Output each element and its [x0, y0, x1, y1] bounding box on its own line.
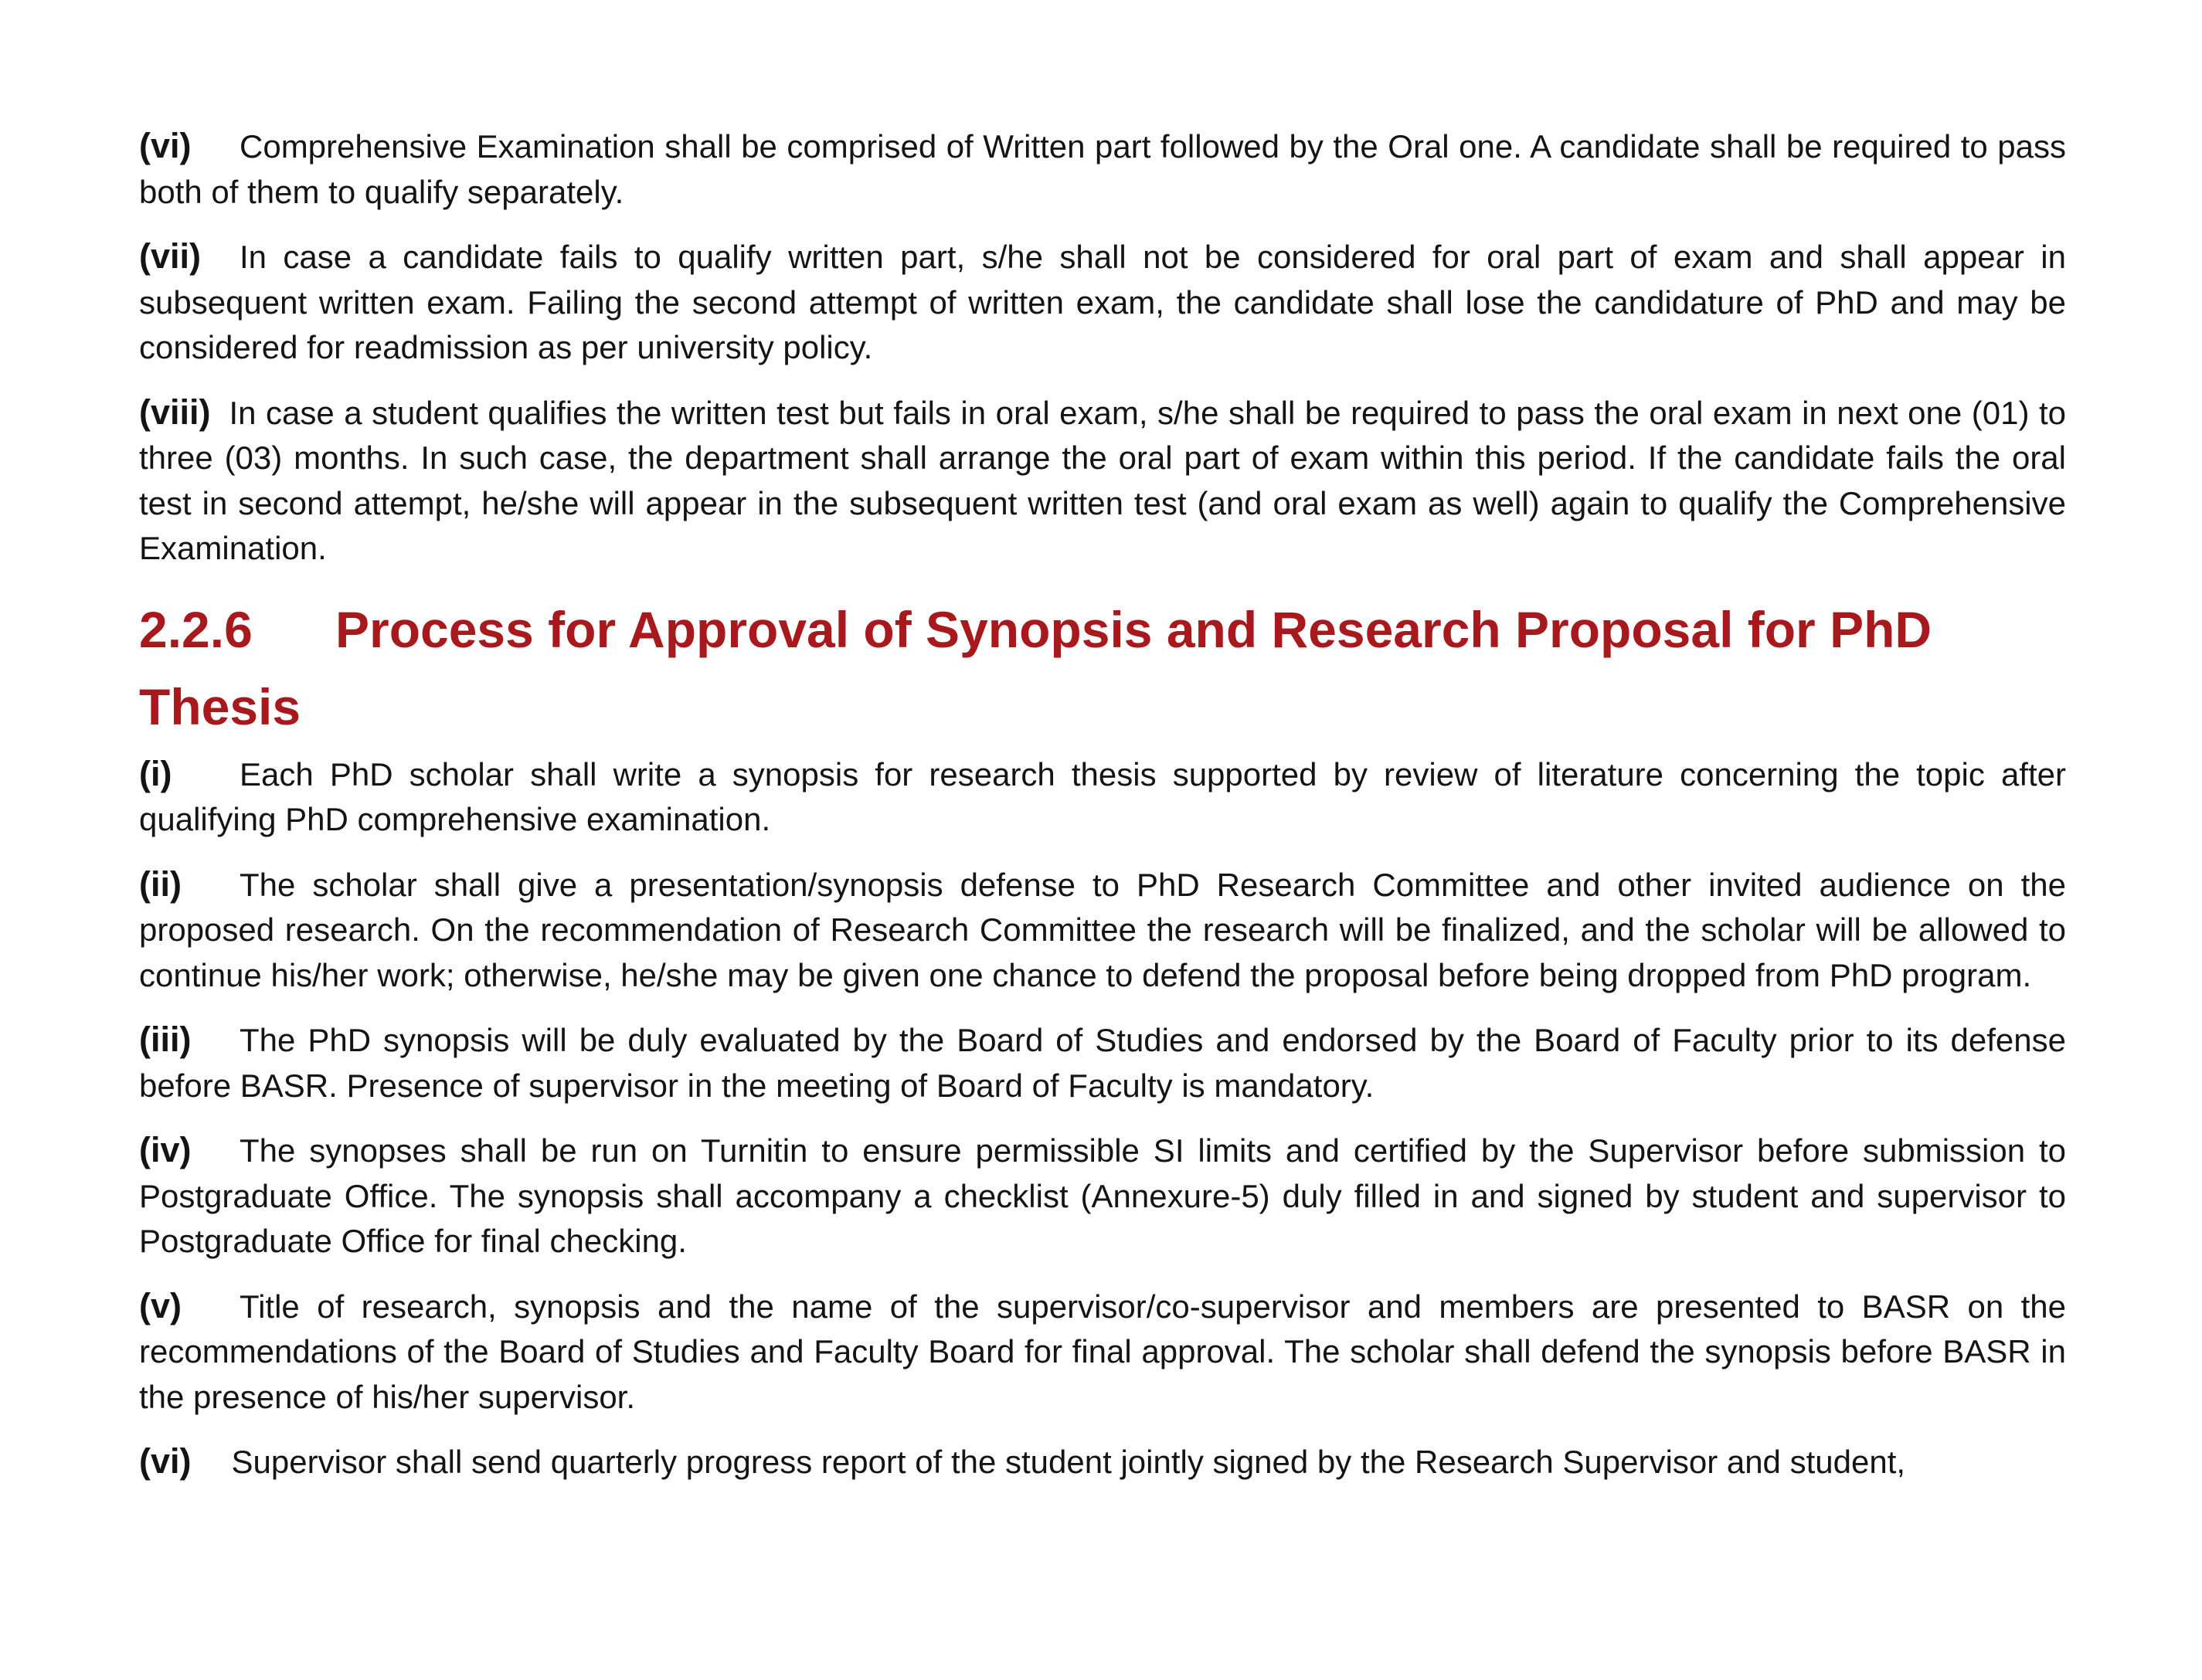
item-number: (i) [139, 753, 172, 793]
item-number: (ii) [139, 864, 182, 904]
list-item [139, 1128, 2066, 1264]
item-text: The scholar shall give a presentation/synopsis defense to PhD Research Committee and other invited audience on the proposed research. On the recommendation of Research Committee the research will be finalized, and the scholar will be allowed to continue his/her work; otherwise, he/she may be given one chance to defend the proposal before being dropped from PhD program. [139, 866, 2066, 993]
item-text: The synopses shall be run on Turnitin to ensure permissible SI limits and certified by the Supervisor before submission to Postgraduate Office. The synopsis shall accompany a checklist (Annexure-5) duly filled in and signed by student and supervisor to Postgraduate Office for final checking. [139, 1132, 2066, 1259]
item-text: Each PhD scholar shall write a synopsis for research thesis supported by review of literature concerning the topic after qualifying PhD comprehensive examination. [139, 755, 2066, 837]
section-number: 2.2.6 [139, 600, 253, 658]
item-number: (vi) [139, 126, 192, 165]
list-item [139, 1017, 2066, 1108]
list-item [139, 862, 2066, 999]
item-number: (viii) [139, 392, 211, 432]
item-number: (iii) [139, 1020, 192, 1059]
section-title: Process for Approval of Synopsis and Research Proposal for PhD Thesis [139, 600, 1932, 735]
item-text: Comprehensive Examination shall be comprised of Written part followed by the Oral one. A candidate shall be required to pass both of them to qualify separately. [139, 128, 2066, 210]
list-item [139, 752, 2066, 843]
list-item [139, 234, 2066, 371]
item-number: (v) [139, 1285, 182, 1325]
item-number: (vi) [139, 1441, 192, 1481]
document-page [139, 124, 2066, 1505]
list-item [139, 1439, 2066, 1485]
list-item [139, 124, 2066, 215]
item-text: In case a student qualifies the written test but fails in oral exam, s/he shall be required to pass the oral exam in next one (01) to three (03) months. In such case, the department shall arrange the oral part of exam within this period. If the candidate fails the oral test in second attempt, he/she will appear in the subsequent written test (and oral exam as well) again to qualify the Comprehensive Examination. [139, 394, 2066, 566]
item-text: In case a candidate fails to qualify written part, s/he shall not be considered for oral part of exam and shall appear in subsequent written exam. Failing the second attempt of written exam, the candidate shall lose the candidature of PhD and may be considered for readmission as per university policy. [139, 239, 2066, 365]
list-item [139, 1284, 2066, 1420]
section-heading [139, 591, 2066, 745]
item-text: The PhD synopsis will be duly evaluated by the Board of Studies and endorsed by the Board of Faculty prior to its defense before BASR. Presence of supervisor in the meeting of Board of Faculty is mandatory. [139, 1022, 2066, 1104]
item-text: Title of research, synopsis and the name of the supervisor/co-supervisor and members are presented to BASR on the recommendations of the Board of Studies and Faculty Board for final approval. The scholar shall defend the synopsis before BASR in the presence of his/her supervisor. [139, 1288, 2066, 1415]
item-number: (vii) [139, 236, 202, 276]
item-text: Supervisor shall send quarterly progress report of the student jointly signed by the Research Supervisor and student, [231, 1444, 1906, 1480]
item-number: (iv) [139, 1130, 192, 1169]
list-item [139, 390, 2066, 572]
